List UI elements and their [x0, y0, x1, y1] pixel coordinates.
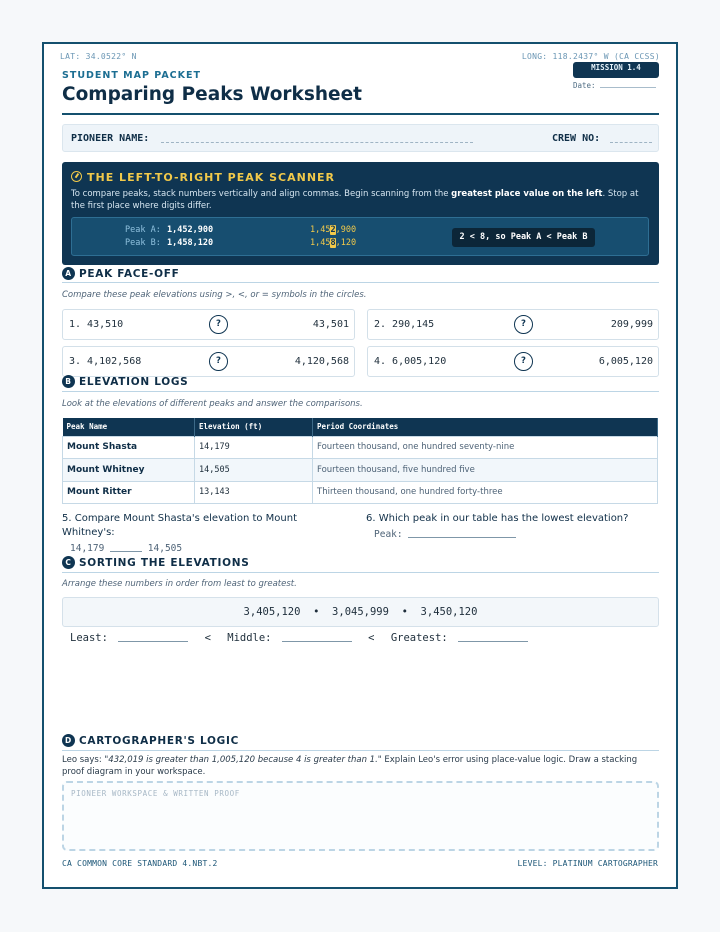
least-answer-blank[interactable]: [118, 632, 188, 642]
section-c-badge: C: [62, 556, 75, 569]
elevation-cell: 14,505: [195, 459, 313, 482]
section-b-instruction: Look at the elevations of different peaks and answer the comparisons.: [62, 399, 363, 409]
scanner-description: [71, 188, 651, 212]
section-d-badge: D: [62, 734, 75, 747]
section-a-rule: [62, 282, 659, 283]
logic-instructions: Explain Leo's error using place-value logic. Draw a stacking proof diagram in your workspace.: [62, 755, 638, 777]
peak-name-cell: Mount Whitney: [63, 459, 195, 482]
latitude-label: LAT: 34.0522° N: [60, 52, 137, 61]
section-d-rule: [62, 750, 659, 751]
page-title: Comparing Peaks Worksheet: [62, 84, 362, 105]
q5-left-value: 14,179: [70, 543, 105, 554]
workspace-label: PIONEER WORKSPACE & WRITTEN PROOF: [71, 789, 240, 798]
date-line[interactable]: [600, 80, 656, 88]
workspace-box[interactable]: [62, 781, 659, 851]
table-row: [63, 459, 658, 482]
scanner-title: THE LEFT-TO-RIGHT PEAK SCANNER: [87, 171, 336, 184]
table-row: [63, 481, 658, 504]
column-header-elevation: Elevation (ft): [195, 418, 313, 436]
column-header-peak-name: Peak Name: [63, 418, 195, 436]
less-than-symbol-1: <: [204, 632, 211, 644]
leo-quote: "432,019 is greater than 1,005,120 because 4 is greater than 1.": [104, 755, 382, 765]
scanner-heading: [71, 171, 335, 184]
scanner-conclusion: 2 < 8, so Peak A < Peak B: [452, 228, 595, 247]
comparison-4-left: 4. 6,005,120: [374, 356, 447, 367]
peak-a-prefix: 1,45: [310, 225, 331, 235]
section-d-heading: [62, 734, 239, 747]
q5-right-value: 14,505: [147, 543, 183, 554]
comparison-item-2: [367, 309, 659, 340]
worksheet-page: [42, 42, 678, 889]
scanner-text-start: To compare peaks, stack numbers vertically and align commas. Begin scanning from the: [71, 189, 452, 199]
question-6: 6. Which peak in our table has the lowest elevation?: [366, 513, 629, 524]
packet-label: STUDENT MAP PACKET: [62, 70, 201, 81]
peak-a-diff-digit: 2: [330, 225, 336, 235]
peak-b-suffix: ,120: [335, 238, 357, 248]
scanner-example: [71, 217, 649, 256]
scanner-text-end: . Stop at the first place where digits differ.: [71, 189, 639, 211]
section-a-title: PEAK FACE-OFF: [79, 268, 180, 280]
section-b-rule: [62, 391, 659, 392]
middle-answer-blank[interactable]: [282, 632, 352, 642]
q6-peak-label: Peak:: [374, 529, 403, 540]
section-d-title: CARTOGRAPHER'S LOGIC: [79, 735, 240, 747]
comparison-3-symbol-circle[interactable]: ?: [209, 352, 228, 371]
greatest-answer-blank[interactable]: [458, 632, 528, 642]
header-divider: [62, 113, 659, 115]
section-a-heading: [62, 267, 180, 280]
q5-answer-blank[interactable]: [110, 542, 142, 552]
section-c-title: SORTING THE ELEVATIONS: [79, 557, 250, 569]
mission-badge: MISSION 1.4: [573, 62, 659, 78]
peak-name-cell: Mount Ritter: [63, 481, 195, 504]
number-sequence-box: 3,405,120 • 3,045,999 • 3,450,120: [62, 597, 659, 627]
comparison-3-right: 4,120,568: [294, 356, 349, 367]
peak-b-aligned: [310, 238, 356, 248]
column-header-period-coordinates: Period Coordinates: [313, 418, 658, 436]
logic-prompt: [62, 754, 659, 778]
crew-number-field[interactable]: [610, 134, 652, 143]
peak-b-label: Peak B:: [125, 238, 161, 248]
greatest-label: Greatest:: [390, 632, 448, 644]
section-b-title: ELEVATION LOGS: [79, 376, 189, 388]
comparison-2-left: 2. 290,145: [374, 319, 435, 330]
peak-a-label: Peak A:: [125, 225, 161, 235]
comparison-2-right: 209,999: [610, 319, 653, 330]
peak-b-prefix: 1,45: [310, 238, 331, 248]
peak-b-diff-digit: 8: [330, 238, 336, 248]
comparison-1-symbol-circle[interactable]: ?: [209, 315, 228, 334]
elevation-table: [62, 418, 658, 504]
section-c-instruction: Arrange these numbers in order from least to greatest.: [62, 579, 297, 589]
peak-a-aligned: [310, 225, 356, 235]
section-c-rule: [62, 572, 659, 573]
words-cell: Fourteen thousand, five hundred five: [313, 459, 658, 482]
peak-a-value: 1,452,900: [167, 225, 214, 235]
q6-answer-blank[interactable]: [408, 528, 516, 538]
section-a-badge: A: [62, 267, 75, 280]
level-footer: LEVEL: PLATINUM CARTOGRAPHER: [517, 859, 658, 868]
longitude-label: LONG: 118.2437° W (CA CCSS): [521, 52, 660, 61]
section-b-badge: B: [62, 375, 75, 388]
crew-number-label: CREW NO:: [552, 133, 601, 144]
compass-icon: [71, 171, 82, 182]
peak-a-suffix: ,900: [335, 225, 357, 235]
logic-intro: Leo says:: [62, 755, 105, 765]
pioneer-name-label: PIONEER NAME:: [71, 133, 150, 144]
comparison-1-left: 1. 43,510: [69, 319, 124, 330]
question-5: 5. Compare Mount Shasta's elevation to Mount Whitney's:: [62, 513, 298, 538]
pioneer-name-field[interactable]: [161, 134, 473, 143]
pioneer-bar: [62, 124, 659, 152]
comparison-item-4: [367, 346, 659, 377]
comparison-item-3: [62, 346, 355, 377]
section-a-instruction: Compare these peak elevations using >, <, or = symbols in the circles.: [62, 290, 367, 300]
middle-label: Middle:: [227, 632, 272, 644]
elevation-cell: 14,179: [195, 436, 313, 459]
peak-b-value: 1,458,120: [167, 238, 214, 248]
scanner-panel: [62, 162, 659, 265]
standard-footer: CA COMMON CORE STANDARD 4.NBT.2: [62, 859, 218, 868]
scanner-text-emphasis: greatest place value on the left: [451, 189, 603, 199]
section-b-heading: [62, 375, 188, 388]
table-header-row: [63, 418, 658, 436]
ordering-row: [70, 632, 528, 644]
section-c-heading: [62, 556, 250, 569]
words-cell: Fourteen thousand, one hundred seventy-nine: [313, 436, 658, 459]
comparison-item-1: [62, 309, 355, 340]
question-5-answer-row: [70, 542, 182, 554]
elevation-cell: 13,143: [195, 481, 313, 504]
comparison-1-right: 43,501: [312, 319, 349, 330]
comparison-3-left: 3. 4,102,568: [69, 356, 142, 367]
date-label: Date:: [573, 81, 596, 90]
least-label: Least:: [70, 632, 108, 644]
less-than-symbol-2: <: [368, 632, 375, 644]
question-6-answer-row: [374, 528, 516, 540]
words-cell: Thirteen thousand, one hundred forty-three: [313, 481, 658, 504]
table-row: [63, 436, 658, 459]
date-field[interactable]: [573, 80, 656, 90]
comparison-4-symbol-circle[interactable]: ?: [514, 352, 533, 371]
comparison-2-symbol-circle[interactable]: ?: [514, 315, 533, 334]
comparison-4-right: 6,005,120: [598, 356, 653, 367]
peak-name-cell: Mount Shasta: [63, 436, 195, 459]
